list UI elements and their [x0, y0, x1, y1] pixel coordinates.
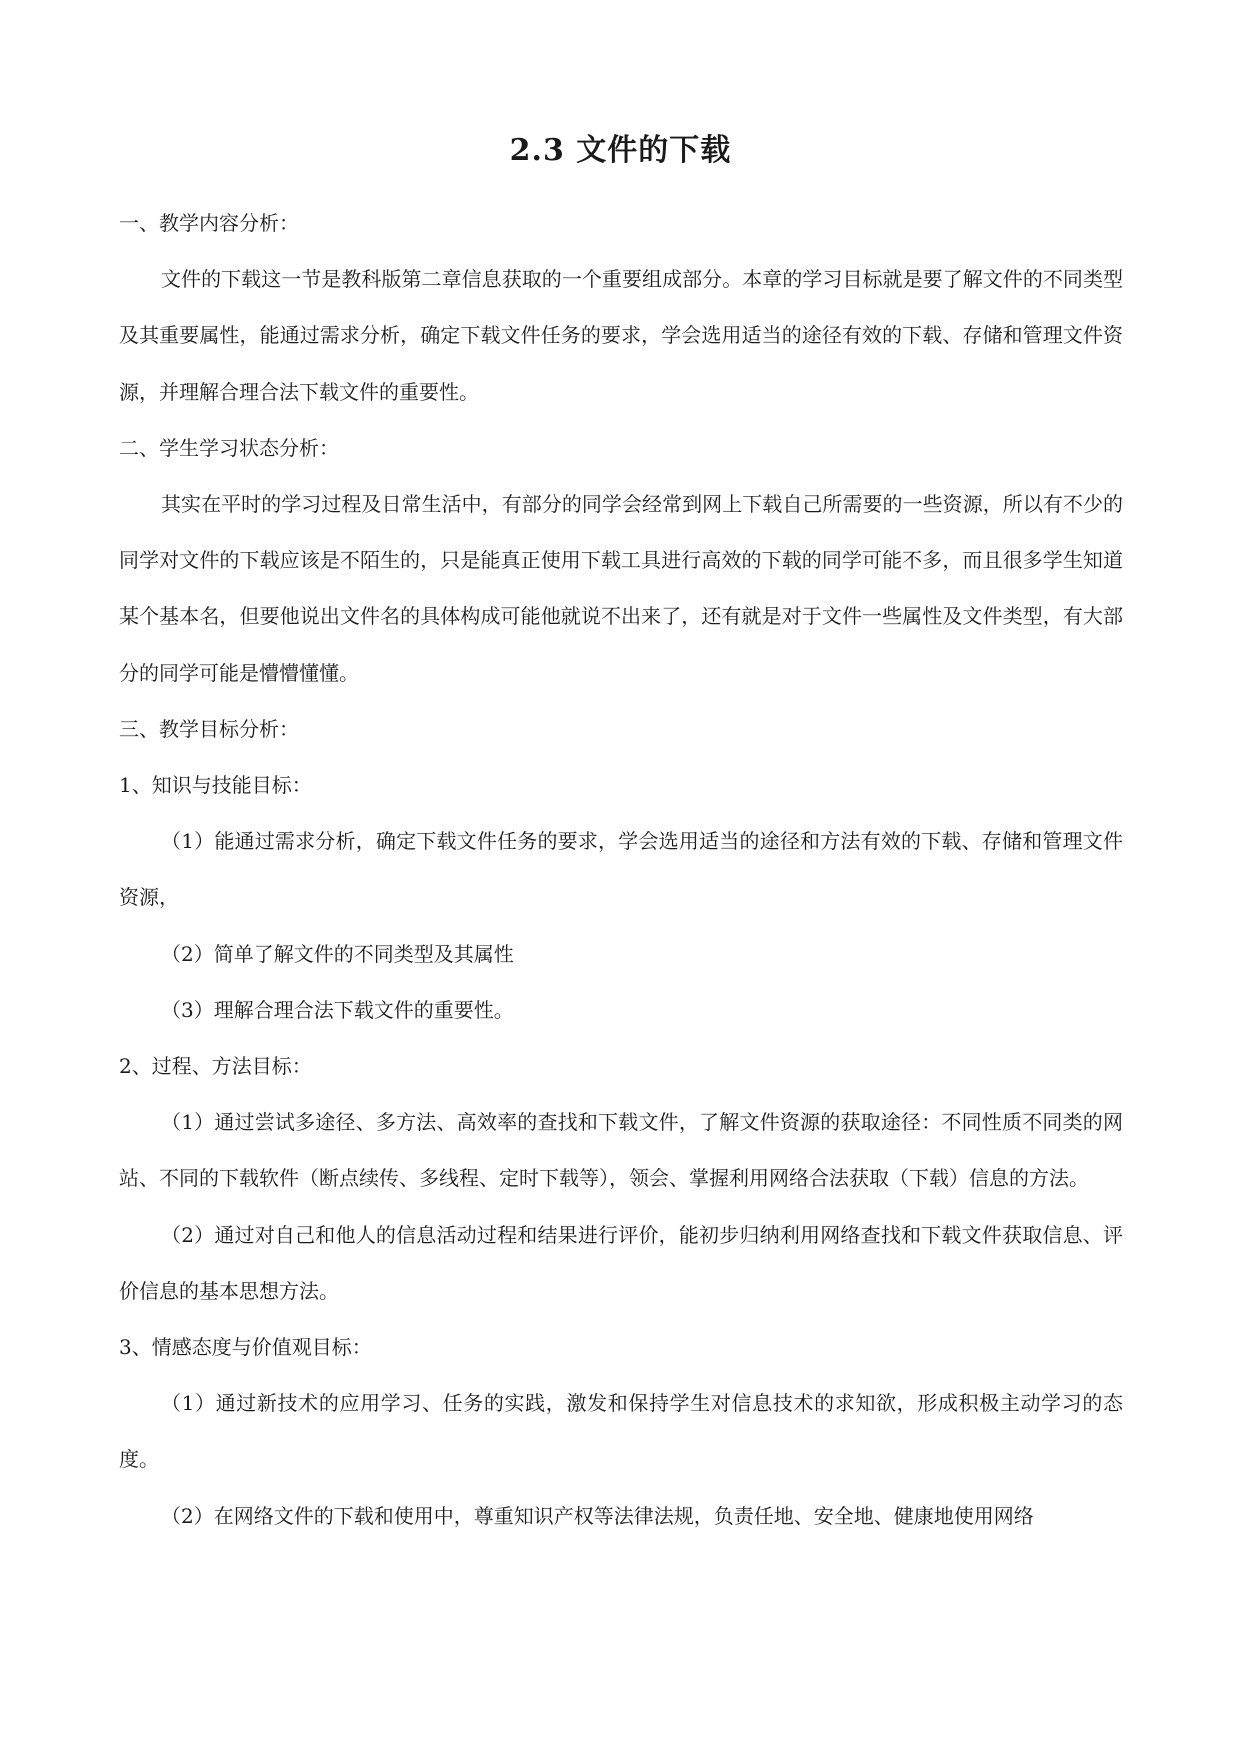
subheading-emotion-values: 3、情感态度与价值观目标：: [119, 1335, 372, 1360]
paragraph-content-analysis: 文件的下载这一节是教科版第二章信息获取的一个重要组成部分。本章的学习目标就是要了解文件的不同类型及其重要属性，能通过需求分析，确定下载文件任务的要求，学会选用适当的途径有效的下载、存储和管理文件资源，并理解合理合法下载文件的重要性。: [119, 267, 1123, 404]
paragraph-student-analysis: 其实在平时的学习过程及日常生活中，有部分的同学会经常到网上下载自己所需要的一些资源，所以有不少的同学对文件的下载应该是不陌生的，只是能真正使用下载工具进行高效的下载的同学可能不多，而且很多学生知道某个基本名，但要他说出文件名的具体构成可能他就说不出来了，还有就是对于文件一些属性及文件类型，有大部分的同学可能是懵懵懂懂。: [119, 492, 1123, 685]
goal-item-knowledge-3: （3）理解合理合法下载文件的重要性。: [161, 997, 514, 1022]
subheading-knowledge-skills: 1、知识与技能目标：: [119, 773, 312, 798]
goal-item-emotion-1: （1）通过新技术的应用学习、任务的实践，激发和保持学生对信息技术的求知欲，形成积极主动学习的态度。: [119, 1391, 1123, 1472]
goal-item-process-1: （1）通过尝试多途径、多方法、高效率的查找和下载文件，了解文件资源的获取途径：不同性质不同类的网站、不同的下载软件（断点续传、多线程、定时下载等），领会、掌握利用网络合法获取（下载）信息的方法。: [119, 1110, 1123, 1191]
section-heading-goal-analysis: 三、教学目标分析：: [119, 716, 299, 741]
document-body: [119, 195, 1123, 1544]
goal-item-emotion-2: （2）在网络文件的下载和使用中，尊重知识产权等法律法规，负责任地、安全地、健康地使用网络: [161, 1503, 1034, 1528]
goal-item-process-2: （2）通过对自己和他人的信息活动过程和结果进行评价，能初步归纳利用网络查找和下载文件获取信息、评价信息的基本思想方法。: [119, 1222, 1123, 1303]
subheading-process-method: 2、过程、方法目标：: [119, 1054, 312, 1079]
goal-item-knowledge-1: （1）能通过需求分析，确定下载文件任务的要求，学会选用适当的途径和方法有效的下载、存储和管理文件资源，: [119, 829, 1123, 910]
document-title: 2.3 文件的下载: [509, 133, 732, 168]
section-heading-content-analysis: 一、教学内容分析：: [119, 211, 299, 235]
section-heading-student-analysis: 二、学生学习状态分析：: [119, 435, 339, 460]
goal-item-knowledge-2: （2）简单了解文件的不同类型及其属性: [161, 941, 514, 966]
